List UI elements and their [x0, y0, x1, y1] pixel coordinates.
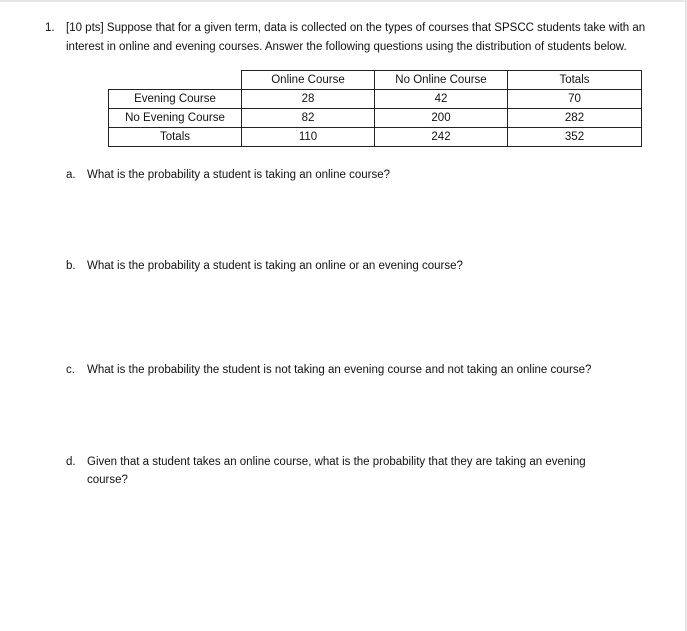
subquestion-b	[66, 257, 626, 275]
header-online-course: Online Course	[242, 71, 375, 90]
table-row	[109, 128, 642, 147]
table-cell: 110	[242, 128, 375, 147]
table-cell: 82	[242, 109, 375, 128]
page-top-edge	[0, 0, 687, 2]
subquestion-text: What is the probability a student is taking an online course?	[87, 169, 391, 181]
subquestion-letter: c.	[66, 364, 75, 376]
table-corner-cell	[109, 71, 242, 90]
table-cell: 28	[242, 90, 375, 109]
subquestion-text: What is the probability the student is not taking an evening course and not taking an online course?	[87, 364, 592, 376]
table-row	[109, 90, 642, 109]
subquestion-letter: d.	[66, 456, 76, 468]
subquestion-letter: b.	[66, 260, 76, 272]
subquestion-a	[66, 166, 626, 184]
table-cell: 242	[375, 128, 508, 147]
header-no-online-course: No Online Course	[375, 71, 508, 90]
table-cell: 70	[508, 90, 642, 109]
table-cell: 200	[375, 109, 508, 128]
table-row	[109, 109, 642, 128]
table-header-row	[109, 71, 642, 90]
question-number: 1.	[45, 22, 55, 34]
subquestion-letter: a.	[66, 169, 76, 181]
subquestion-d	[66, 453, 626, 489]
header-totals: Totals	[508, 71, 642, 90]
row-label: Totals	[109, 128, 242, 147]
distribution-table	[108, 70, 642, 147]
subquestion-text: What is the probability a student is taking an online or an evening course?	[87, 260, 463, 272]
row-label: No Evening Course	[109, 109, 242, 128]
row-label: Evening Course	[109, 90, 242, 109]
table-cell: 42	[375, 90, 508, 109]
table-cell: 282	[508, 109, 642, 128]
question-prompt: [10 pts] Suppose that for a given term, data is collected on the types of courses that SPSCC students take with an interest in online and evening courses. Answer the following questions using the distribution of students below.	[66, 22, 646, 53]
subquestion-c	[66, 361, 626, 379]
table-cell: 352	[508, 128, 642, 147]
subquestion-text: Given that a student takes an online course, what is the probability that they are taking an evening course?	[87, 456, 586, 486]
